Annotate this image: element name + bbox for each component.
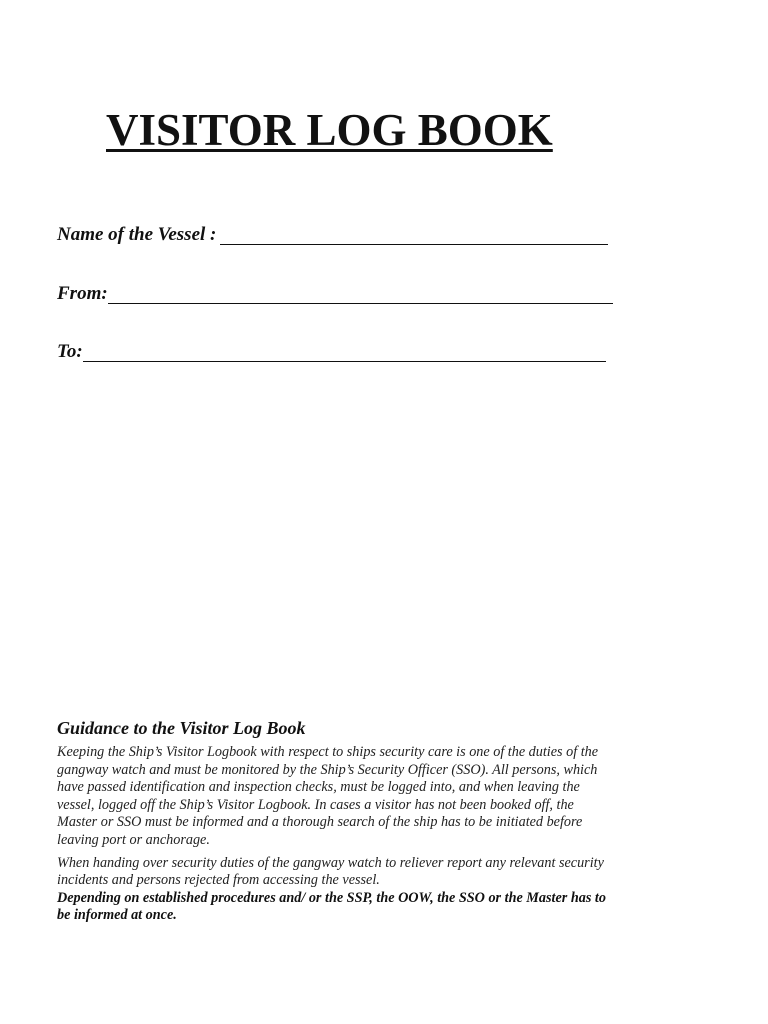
to-label: To: bbox=[57, 341, 83, 362]
from-blank-line bbox=[108, 285, 613, 304]
guidance-paragraph-handover: When handing over security duties of the gangway watch to reliever report any relevant security incidents and persons rejected from accessing the vessel. bbox=[57, 854, 604, 889]
document-title: VISITOR LOG BOOK bbox=[106, 105, 553, 155]
vessel-name-blank-line bbox=[220, 226, 608, 245]
to-blank-line bbox=[83, 343, 606, 362]
from-label: From: bbox=[57, 283, 108, 304]
guidance-heading: Guidance to the Visitor Log Book bbox=[57, 718, 306, 738]
from-field bbox=[57, 283, 613, 305]
guidance-paragraph-logbook-duties: Keeping the Ship’s Visitor Logbook with respect to ships security care is one of the duties of the gangway watch and must be monitored by the Ship’s Security Officer (SSO). All persons, which have passed identification and inspection checks, must be logged into, and when leaving the vessel, logged off the Ship’s Visitor Logbook. In cases a visitor has not been booked off, the Master or SSO must be informed and a thorough search of the ship has to be initiated before leaving port or anchorage. bbox=[57, 744, 599, 848]
vessel-name-label: Name of the Vessel : bbox=[57, 224, 217, 245]
to-field bbox=[57, 341, 606, 363]
guidance-paragraph-notification: Depending on established procedures and/ or the SSP, the OOW, the SSO or the Master has to be informed at once. bbox=[57, 889, 606, 924]
vessel-name-field bbox=[57, 224, 608, 246]
guidance-section bbox=[57, 716, 617, 930]
